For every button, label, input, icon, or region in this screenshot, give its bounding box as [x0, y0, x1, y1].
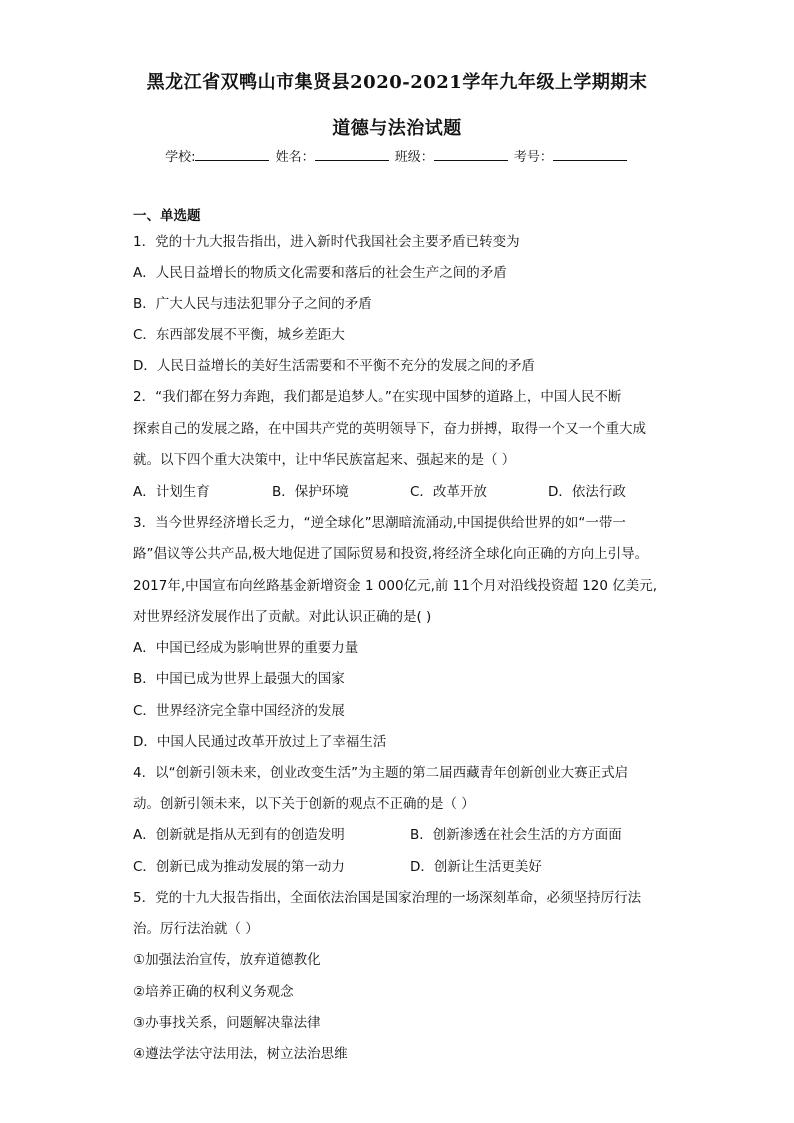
- class-label: 班级：: [394, 150, 434, 165]
- question-2-stem-line2: 探索自己的发展之路，在中国共产党的英明领导下，奋力拼搏，取得一个又一个重大成: [133, 421, 646, 437]
- question-4-stem-line1: 4．以“创新引领未来，创业改变生活”为主题的第二届西藏青年创新创业大赛正式启: [133, 765, 629, 781]
- name-field[interactable]: [315, 148, 389, 161]
- student-info-row: [0, 146, 794, 165]
- question-5-statement-2: ②培养正确的权利义务观念: [133, 984, 294, 1000]
- question-3-stem-line1: 3．当今世界经济增长乏力，“逆全球化”思潮暗流涌动,中国提供给世界的如“一带一: [133, 515, 626, 531]
- question-1-option-b: B．广大人民与违法犯罪分子之间的矛盾: [133, 296, 372, 312]
- class-field[interactable]: [434, 148, 508, 161]
- question-1-option-c: C．东西部发展不平衡，城乡差距大: [133, 327, 345, 343]
- question-4-option-c: C．创新已成为推动发展的第一动力: [133, 859, 345, 875]
- question-2-stem-line1: 2．“我们都在努力奔跑，我们都是追梦人。”在实现中国梦的道路上，中国人民不断: [133, 389, 622, 405]
- question-2-option-b: B．保护环境: [272, 484, 349, 500]
- question-1-option-d: D．人民日益增长的美好生活需要和不平衡不充分的发展之间的矛盾: [133, 358, 535, 374]
- name-label: 姓名：: [275, 150, 315, 165]
- question-1-option-a: A．人民日益增长的物质文化需要和落后的社会生产之间的矛盾: [133, 265, 507, 281]
- question-5-stem-line1: 5．党的十九大报告指出，全面依法治国是国家治理的一场深刻革命，必须坚持厉行法: [133, 890, 642, 906]
- question-5-stem-line2: 治。厉行法治就（ ）: [133, 921, 259, 937]
- question-5-statement-1: ①加强法治宣传，放弃道德教化: [133, 952, 321, 968]
- section-heading: 一、单选题: [133, 208, 201, 224]
- question-5-statement-4: ④遵法学法守法用法，树立法治思维: [133, 1046, 348, 1062]
- exam-title-line1: 黑龙江省双鸭山市集贤县2020-2021学年九年级上学期期末: [146, 72, 648, 93]
- question-2-option-a: A．计划生育: [133, 484, 210, 500]
- exam-number-label: 考号：: [513, 150, 553, 165]
- exam-number-field[interactable]: [553, 148, 627, 161]
- question-4-option-a: A．创新就是指从无到有的创造发明: [133, 827, 345, 843]
- question-4-option-d: D．创新让生活更美好: [410, 859, 542, 875]
- exam-title-line2: 道德与法治试题: [332, 118, 462, 139]
- question-4-option-b: B．创新渗透在社会生活的方方面面: [410, 827, 622, 843]
- question-3-option-c: C．世界经济完全靠中国经济的发展: [133, 703, 345, 719]
- question-2-stem-line3: 就。以下四个重大决策中，让中华民族富起来、强起来的是（ ）: [133, 452, 516, 468]
- question-3-stem-line4: 对世界经济发展作出了贡献。对此认识正确的是( ): [133, 609, 432, 625]
- question-2-option-c: C．改革开放: [410, 484, 487, 500]
- school-field[interactable]: [195, 148, 269, 161]
- question-3-option-a: A．中国已经成为影响世界的重要力量: [133, 640, 359, 656]
- question-1-stem: 1．党的十九大报告指出，进入新时代我国社会主要矛盾已转变为: [133, 234, 520, 250]
- question-3-option-d: D．中国人民通过改革开放过上了幸福生活: [133, 734, 387, 750]
- question-3-stem-line2: 路”倡议等公共产品,极大地促进了国际贸易和投资,将经济全球化向正确的方向上引导。: [133, 546, 649, 562]
- question-4-stem-line2: 动。创新引领未来，以下关于创新的观点不正确的是（ ）: [133, 796, 475, 812]
- question-5-statement-3: ③办事找关系，问题解决靠法律: [133, 1015, 321, 1031]
- school-label: 学校:: [165, 150, 196, 165]
- question-2-option-d: D．依法行政: [548, 484, 626, 500]
- question-3-stem-line3: 2017年,中国宣布向丝路基金新增资金 1 000亿元,前 11个月对沿线投资超 120 亿美元,: [133, 578, 657, 594]
- question-3-option-b: B．中国已成为世界上最强大的国家: [133, 671, 345, 687]
